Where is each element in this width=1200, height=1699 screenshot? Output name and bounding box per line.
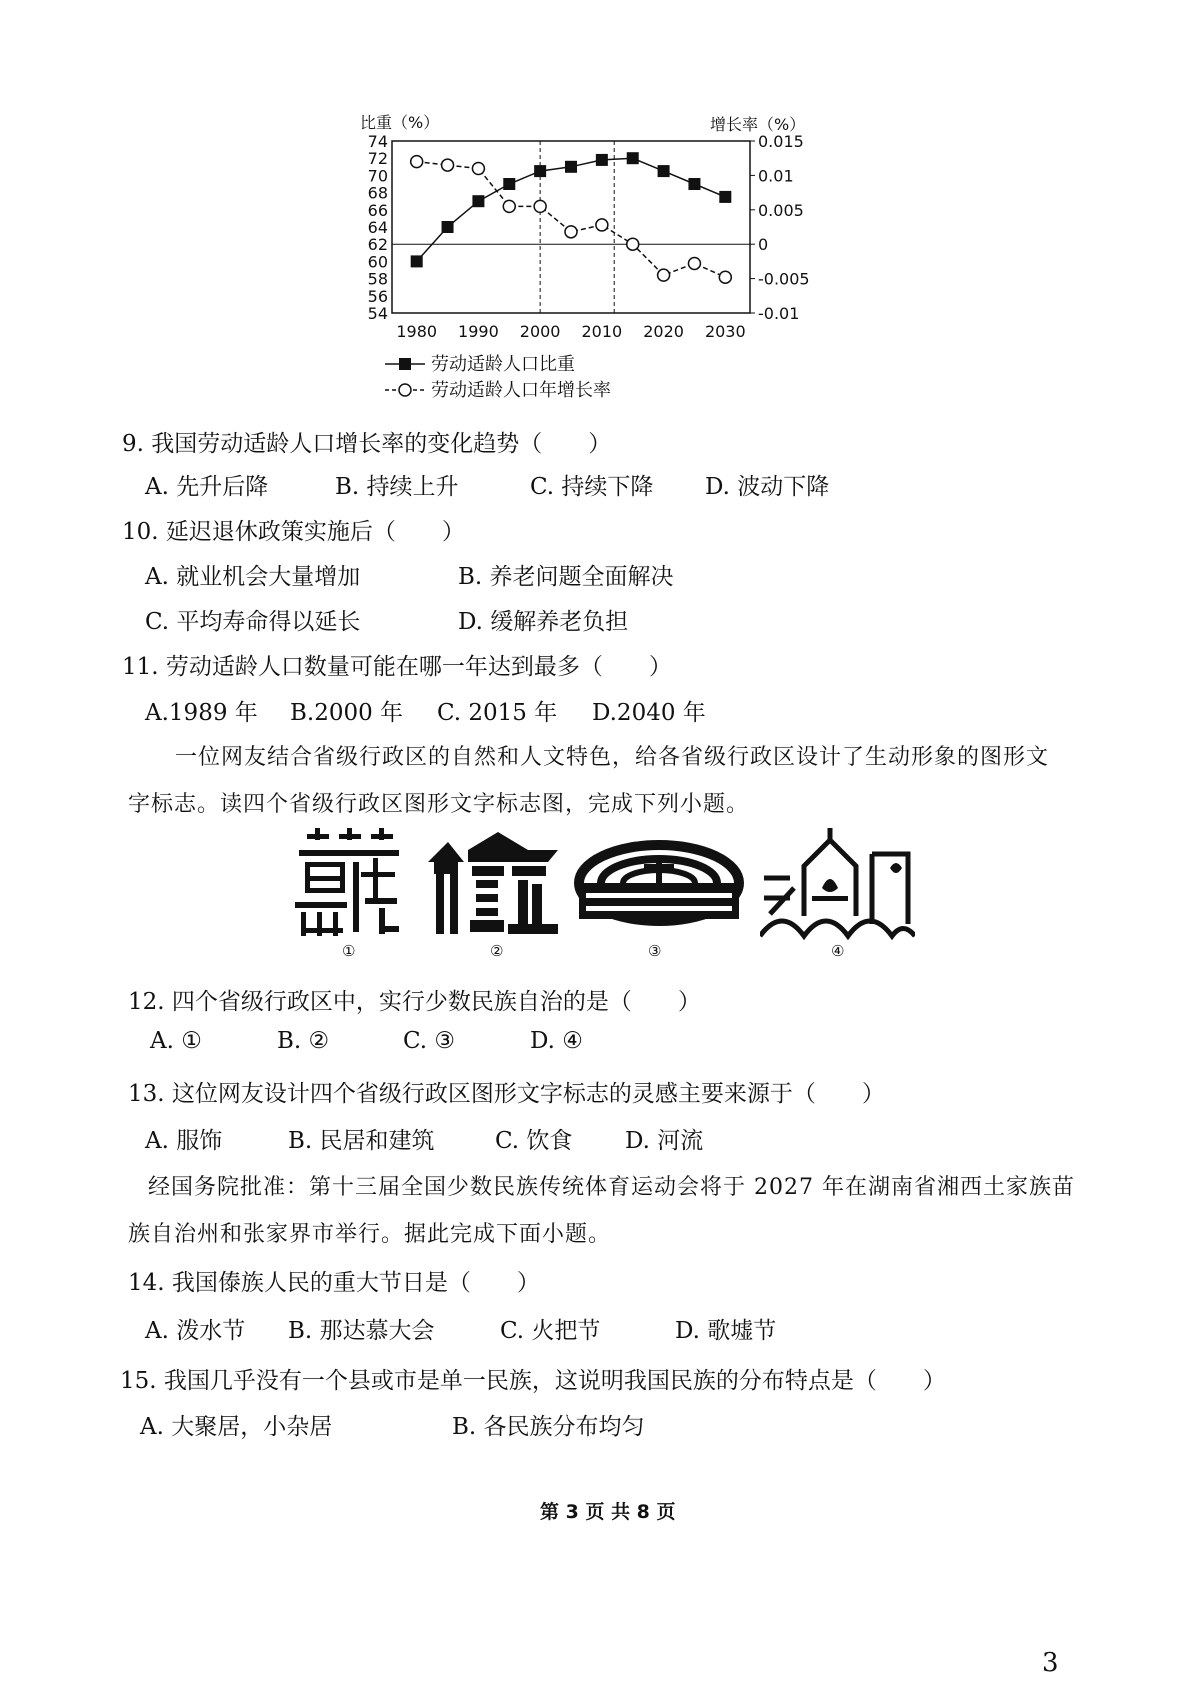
question-15-stem: 15. 我国几乎没有一个县或市是单一民族，这说明我国民族的分布特点是（ ） <box>120 1368 946 1394</box>
question-9-stem: 9. 我国劳动适龄人口增长率的变化趋势（ ） <box>122 431 612 457</box>
data-point-square <box>534 165 546 177</box>
emblem-3-label: ③ <box>648 942 662 960</box>
legend-marker-square <box>399 358 411 370</box>
intro-paragraph-2-line-2: 族自治州和张家界市举行。据此完成下面小题。 <box>128 1222 612 1247</box>
data-point-circle <box>719 271 731 283</box>
data-point-square <box>719 191 731 203</box>
y-right-tick-label: -0.005 <box>758 269 810 289</box>
q12-option-b: B. ② <box>277 1028 330 1054</box>
q12-option-a: A. ① <box>150 1028 202 1054</box>
intro-paragraph-1-line-1: 一位网友结合省级行政区的自然和人文特色，给各省级行政区设计了生动形象的图形文 <box>175 745 1050 770</box>
legend-marker-circle <box>399 384 411 396</box>
q10-option-c: C. 平均寿命得以延长 <box>145 609 361 635</box>
emblem-4-label: ④ <box>831 942 845 960</box>
data-point-circle <box>472 163 484 175</box>
y-right-tick-label: 0 <box>758 235 769 255</box>
data-point-square <box>565 161 577 173</box>
legend-label-1: 劳动适龄人口比重 <box>431 354 575 375</box>
y-right-tick-label: 0.01 <box>758 166 794 186</box>
q11-option-b: B.2000 年 <box>290 700 404 726</box>
data-point-circle <box>627 238 639 250</box>
emblem-2-image <box>428 832 558 942</box>
q10-option-d: D. 缓解养老负担 <box>458 609 629 635</box>
y-left-tick-label: 54 <box>367 304 388 323</box>
question-14-stem: 14. 我国傣族人民的重大节日是（ ） <box>128 1270 540 1296</box>
data-point-square <box>627 152 639 164</box>
data-point-square <box>442 221 454 233</box>
q9-option-d: D. 波动下降 <box>705 474 830 500</box>
y-right-tick-label: -0.01 <box>758 304 800 323</box>
data-point-circle <box>411 156 423 168</box>
y-left-tick-label: 66 <box>367 200 388 220</box>
q9-option-b: B. 持续上升 <box>335 474 459 500</box>
y-left-axis-label: 比重（%） <box>360 113 440 132</box>
data-point-circle <box>565 226 577 238</box>
data-point-circle <box>503 200 515 212</box>
emblem-4-image <box>760 826 915 942</box>
q9-option-c: C. 持续下降 <box>530 474 654 500</box>
emblem-1-image <box>295 828 405 943</box>
q13-option-c: C. 饮食 <box>495 1128 573 1154</box>
question-12-stem: 12. 四个省级行政区中，实行少数民族自治的是（ ） <box>128 989 701 1015</box>
q14-option-d: D. 歌墟节 <box>675 1318 777 1344</box>
data-point-circle <box>658 269 670 281</box>
x-tick-label: 2000 <box>519 322 561 341</box>
q15-option-a: A. 大聚居，小杂居 <box>140 1414 333 1440</box>
emblem-3-image <box>574 838 744 938</box>
y-right-tick-label: 0.015 <box>758 132 804 151</box>
y-right-axis-label: 增长率（%） <box>710 115 806 134</box>
population-chart <box>355 108 825 438</box>
y-left-tick-label: 56 <box>367 286 388 306</box>
q13-option-b: B. 民居和建筑 <box>288 1128 435 1154</box>
y-left-tick-label: 64 <box>367 218 388 237</box>
page-number-footer: 第 3 页 共 8 页 <box>540 1501 676 1523</box>
data-point-square <box>411 255 423 267</box>
series-line <box>417 158 726 261</box>
legend-label-2: 劳动适龄人口年增长率 <box>431 380 611 401</box>
q10-option-b: B. 养老问题全面解决 <box>458 564 674 590</box>
y-left-tick-label: 62 <box>367 235 388 255</box>
q14-option-b: B. 那达慕大会 <box>288 1318 435 1344</box>
y-left-tick-label: 60 <box>367 252 388 272</box>
x-tick-label: 1990 <box>458 322 499 341</box>
question-10-stem: 10. 延迟退休政策实施后（ ） <box>122 519 465 545</box>
x-tick-label: 2010 <box>581 322 623 341</box>
data-point-square <box>503 178 515 190</box>
emblem-1-label: ① <box>342 942 356 960</box>
data-point-circle <box>442 159 454 171</box>
question-11-stem: 11. 劳动适龄人口数量可能在哪一年达到最多（ ） <box>122 654 672 680</box>
data-point-circle <box>534 200 546 212</box>
data-point-square <box>688 178 700 190</box>
y-left-tick-label: 74 <box>367 132 388 151</box>
q14-option-a: A. 泼水节 <box>145 1318 246 1344</box>
chart-svg <box>355 108 825 438</box>
data-point-square <box>596 154 608 166</box>
y-left-tick-label: 72 <box>367 149 388 169</box>
y-left-tick-label: 58 <box>367 269 388 289</box>
series-line <box>417 162 726 278</box>
q12-option-c: C. ③ <box>403 1028 456 1054</box>
q13-option-d: D. 河流 <box>625 1128 704 1154</box>
q11-option-a: A.1989 年 <box>145 700 258 726</box>
y-left-tick-label: 70 <box>367 166 388 186</box>
q10-option-a: A. 就业机会大量增加 <box>145 564 361 590</box>
y-left-tick-label: 68 <box>367 183 388 203</box>
data-point-circle <box>688 257 700 269</box>
data-point-circle <box>596 219 608 231</box>
intro-paragraph-2-line-1: 经国务院批准：第十三届全国少数民族传统体育运动会将于 2027 年在湖南省湘西土家族苗 <box>148 1175 1075 1200</box>
x-tick-label: 2030 <box>704 322 746 341</box>
x-tick-label: 2020 <box>643 322 684 341</box>
emblem-2-label: ② <box>490 942 504 960</box>
x-tick-label: 1980 <box>396 322 438 341</box>
data-point-square <box>472 195 484 207</box>
corner-page-number: 3 <box>1042 1648 1059 1678</box>
question-13-stem: 13. 这位网友设计四个省级行政区图形文字标志的灵感主要来源于（ ） <box>128 1081 885 1107</box>
q15-option-b: B. 各民族分布均匀 <box>452 1414 645 1440</box>
q14-option-c: C. 火把节 <box>500 1318 601 1344</box>
q9-option-a: A. 先升后降 <box>145 474 269 500</box>
q12-option-d: D. ④ <box>530 1028 583 1054</box>
q11-option-c: C. 2015 年 <box>437 700 558 726</box>
y-right-tick-label: 0.005 <box>758 200 804 220</box>
data-point-square <box>658 165 670 177</box>
q11-option-d: D.2040 年 <box>592 700 706 726</box>
q13-option-a: A. 服饰 <box>145 1128 223 1154</box>
intro-paragraph-1-line-2: 字标志。读四个省级行政区图形文字标志图，完成下列小题。 <box>128 792 750 817</box>
